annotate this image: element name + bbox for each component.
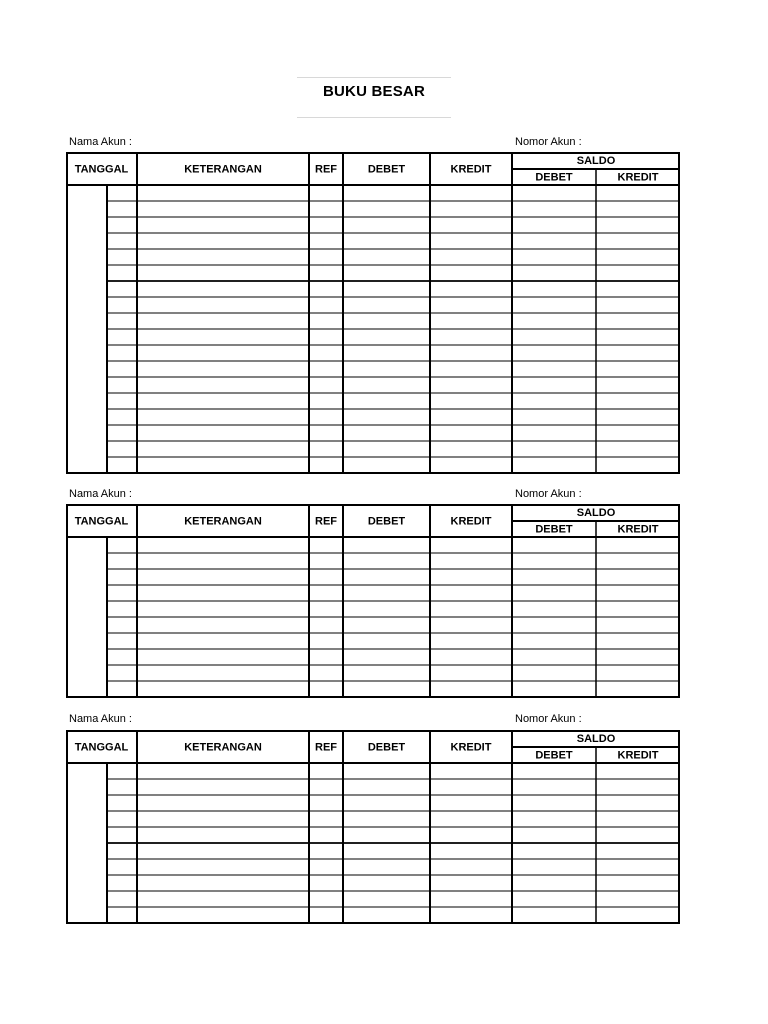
- account-number-label: Nomor Akun :: [515, 136, 582, 148]
- header-debet: DEBET: [367, 163, 406, 176]
- header-tanggal: TANGGAL: [74, 163, 129, 176]
- header-kredit: KREDIT: [450, 163, 492, 176]
- header-tanggal: TANGGAL: [74, 741, 129, 754]
- header-saldo-kredit: KREDIT: [617, 523, 659, 536]
- header-keterangan: KETERANGAN: [184, 741, 262, 754]
- ledger-table: [66, 730, 680, 925]
- header-saldo-kredit: KREDIT: [617, 171, 659, 184]
- ledger-table: [66, 152, 680, 475]
- header-saldo-debet: DEBET: [535, 523, 573, 536]
- header-debet: DEBET: [367, 741, 406, 754]
- account-name-label: Nama Akun :: [69, 713, 132, 725]
- header-keterangan: KETERANGAN: [184, 163, 262, 176]
- header-ref: REF: [315, 163, 337, 176]
- header-saldo: SALDO: [576, 154, 616, 167]
- title-rule-bottom: [297, 117, 451, 118]
- title-block: [297, 77, 451, 117]
- header-saldo: SALDO: [576, 732, 616, 745]
- header-keterangan: KETERANGAN: [184, 515, 262, 528]
- account-number-label: Nomor Akun :: [515, 713, 582, 725]
- header-kredit: KREDIT: [450, 515, 492, 528]
- header-debet: DEBET: [367, 515, 406, 528]
- ledger-table: [66, 504, 680, 699]
- header-saldo: SALDO: [576, 506, 616, 519]
- header-kredit: KREDIT: [450, 741, 492, 754]
- header-saldo-debet: DEBET: [535, 171, 573, 184]
- header-ref: REF: [315, 741, 337, 754]
- header-saldo-kredit: KREDIT: [617, 749, 659, 762]
- account-number-label: Nomor Akun :: [515, 488, 582, 500]
- header-saldo-debet: DEBET: [535, 749, 573, 762]
- account-name-label: Nama Akun :: [69, 488, 132, 500]
- title-rule-top: [297, 77, 451, 78]
- account-name-label: Nama Akun :: [69, 136, 132, 148]
- header-ref: REF: [315, 515, 337, 528]
- header-tanggal: TANGGAL: [74, 515, 129, 528]
- page-title: BUKU BESAR: [322, 83, 425, 100]
